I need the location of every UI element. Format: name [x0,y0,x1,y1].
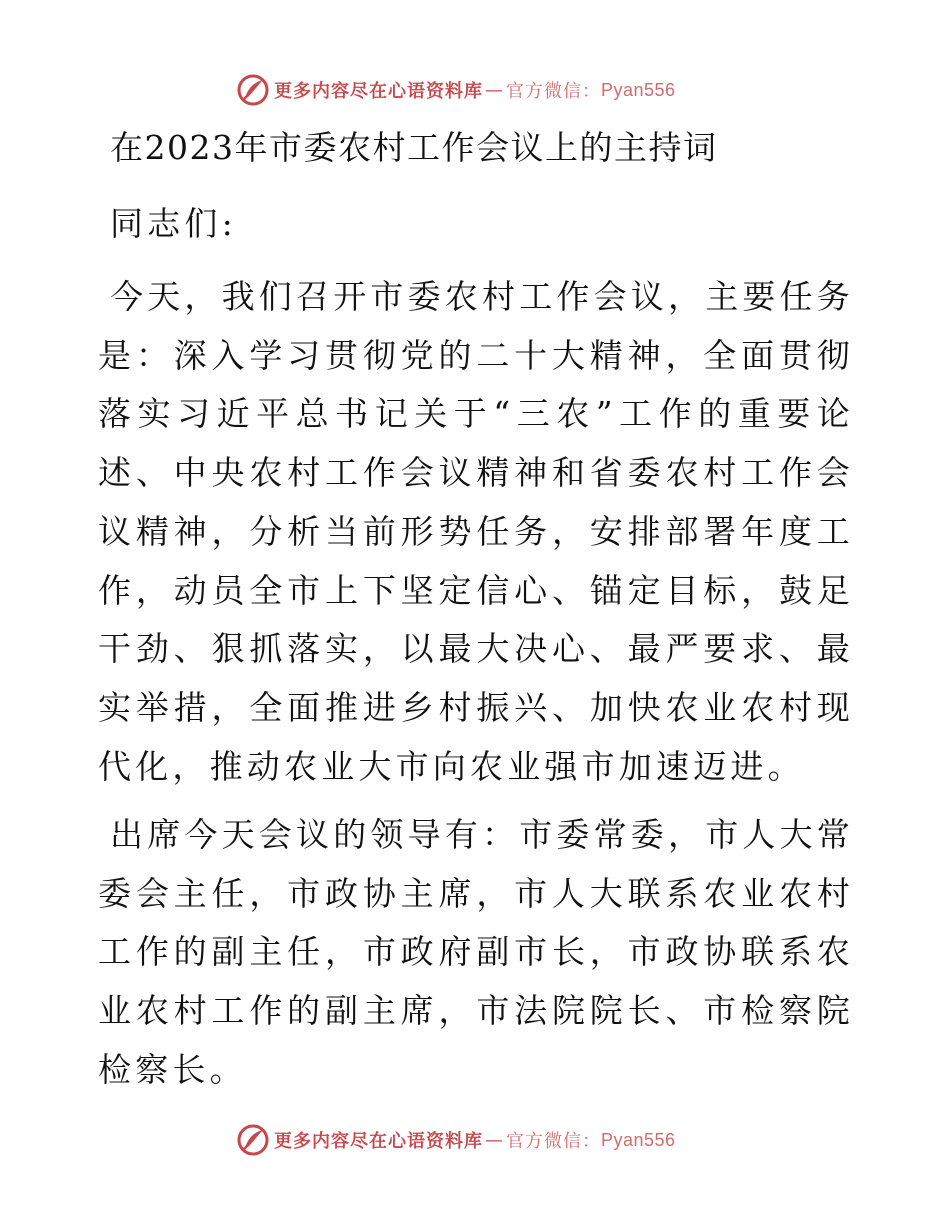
brand-logo-icon [236,1123,270,1157]
banner-main-text: 更多内容尽在心语资料库 [274,1131,483,1152]
banner-dash: — [485,79,504,101]
greeting: 同志们: [110,204,237,243]
banner-main-text: 更多内容尽在心语资料库 [274,81,483,102]
header-banner [236,72,676,108]
banner-wechat-id: Pyan556 [601,1129,676,1150]
banner-wechat-label: 官方微信： [506,81,601,102]
banner-dash: — [485,1129,504,1151]
paragraph-opening: 今天，我们召开市委农村工作会议，主要任务是：深入学习贯彻党的二十大精神，全面贯彻落实习近平总书记关于“三农”工作的重要论述、中央农村工作会议精神和省委农村工作会议精神，分析当前形势任务，安排部署年度工作，动员全市上下坚定信心、锚定目标，鼓足干劲、狠抓落实，以最大决心、最严要求、最实举措，全面推进乡村振兴、加快农业农村现代化，推动农业大市向农业强市加速迈进。 [98,277,854,786]
document-title: 在2023年市委农村工作会议上的主持词 [110,128,718,167]
brand-logo-icon [236,73,270,107]
banner-wechat-id: Pyan556 [601,79,676,100]
footer-banner [236,1122,676,1158]
paragraph-attendees: 出席今天会议的领导有：市委常委，市人大常委会主任，市政协主席，市人大联系农业农村工作的副主任，市政府副市长，市政协联系农业农村工作的副主席，市法院院长、市检察院检察长。 [98,815,854,1089]
banner-wechat-label: 官方微信： [506,1131,601,1152]
